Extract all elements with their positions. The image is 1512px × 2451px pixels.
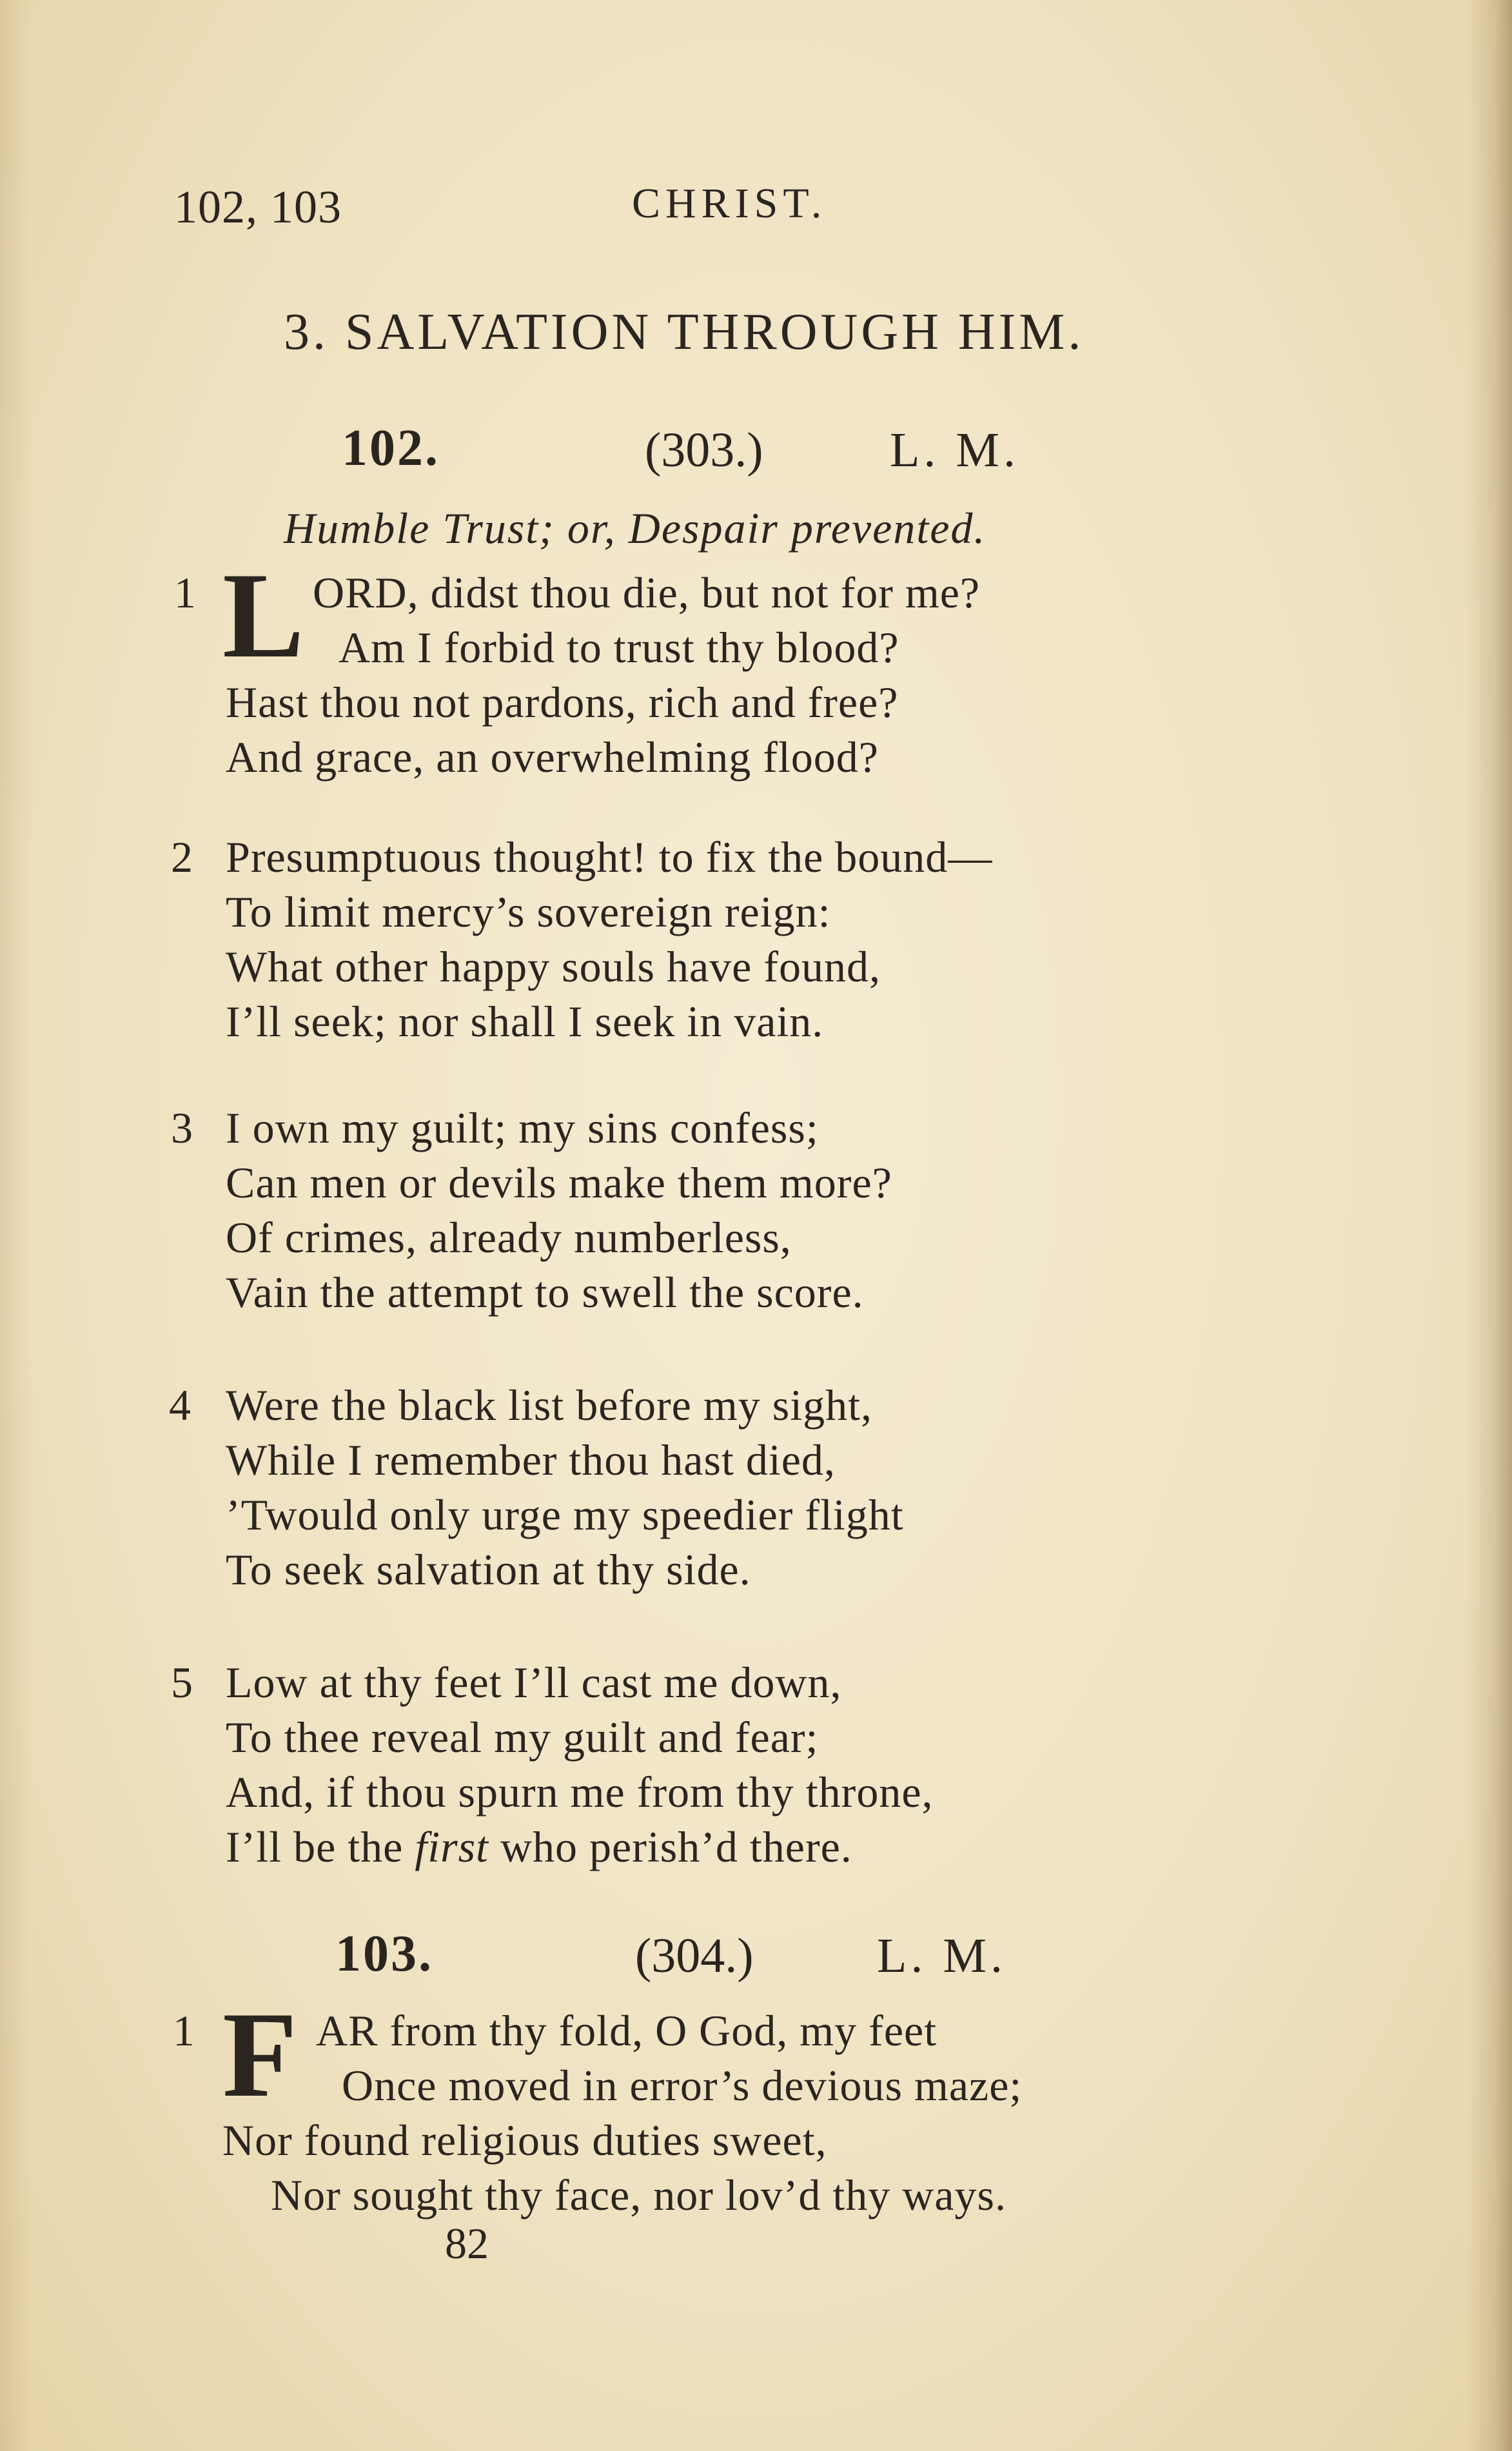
section-heading: 3. SALVATION THROUGH HIM. xyxy=(284,304,1085,360)
hymn-meter: L. M. xyxy=(877,1929,1006,1983)
verse-line: To seek salvation at thy side. xyxy=(226,1545,751,1594)
verse-line: Were the black list before my sight, xyxy=(226,1381,873,1430)
verse-line: ’Twould only urge my speedier flight xyxy=(226,1490,904,1539)
verse-line: Nor sought thy face, nor lov’d thy ways. xyxy=(271,2170,1007,2220)
hymn-reference: (303.) xyxy=(645,423,763,477)
verse-line: ORD, didst thou die, but not for me? xyxy=(313,568,981,617)
hymn-meter: L. M. xyxy=(890,423,1019,477)
verse-line: Hast thou not pardons, rich and free? xyxy=(226,678,899,727)
verse-line: I’ll seek; nor shall I seek in vain. xyxy=(226,997,824,1046)
running-head-title: CHRIST. xyxy=(632,180,827,227)
verse-line: Am I forbid to trust thy blood? xyxy=(339,623,899,672)
verse-line: Low at thy feet I’ll cast me down, xyxy=(226,1658,842,1707)
page-left-edge xyxy=(0,0,32,2451)
hymn-subtitle: Humble Trust; or, Despair prevented. xyxy=(284,504,987,553)
hymn-number: 102. xyxy=(342,420,440,477)
drop-cap: F xyxy=(222,1987,298,2123)
running-head-hymn-numbers: 102, 103 xyxy=(174,181,342,233)
hymn-reference: (304.) xyxy=(635,1929,754,1983)
hymn-number: 103. xyxy=(335,1925,433,1982)
verse-line: Nor found religious duties sweet, xyxy=(222,2116,827,2165)
verse-line: Of crimes, already numberless, xyxy=(226,1213,792,1262)
verse-line: Can men or devils make them more? xyxy=(226,1158,892,1207)
verse-line: Vain the attempt to swell the score. xyxy=(226,1268,864,1317)
verse-line: To thee reveal my guilt and fear; xyxy=(226,1713,819,1762)
page-number: 82 xyxy=(445,2219,489,2268)
drop-cap: L xyxy=(222,548,304,684)
verse-line: Once moved in error’s devious maze; xyxy=(342,2061,1023,2110)
italic-word: first xyxy=(415,1822,489,1871)
verse-number: 4 xyxy=(169,1381,191,1430)
verse-line-part: who perish’d there. xyxy=(488,1822,852,1871)
verse-number: 2 xyxy=(171,832,193,881)
verse-line-part: I’ll be the xyxy=(226,1822,415,1871)
verse-number: 5 xyxy=(171,1658,193,1707)
verse-line: I own my guilt; my sins confess; xyxy=(226,1103,819,1152)
page-right-edge xyxy=(1467,0,1512,2451)
verse-line-with-italic xyxy=(226,1822,852,1873)
verse-number: 3 xyxy=(171,1103,193,1152)
verse-number: 1 xyxy=(173,2006,195,2055)
verse-line: To limit mercy’s sovereign reign: xyxy=(226,887,831,936)
verse-line: AR from thy fold, O God, my feet xyxy=(316,2006,938,2055)
verse-line: Presumptuous thought! to fix the bound— xyxy=(226,832,993,881)
verse-line: What other happy souls have found, xyxy=(226,942,881,991)
verse-number: 1 xyxy=(174,568,196,617)
verse-line: And, if thou spurn me from thy throne, xyxy=(226,1767,934,1816)
verse-line: And grace, an overwhelming flood? xyxy=(226,733,879,782)
verse-line: While I remember thou hast died, xyxy=(226,1435,836,1484)
